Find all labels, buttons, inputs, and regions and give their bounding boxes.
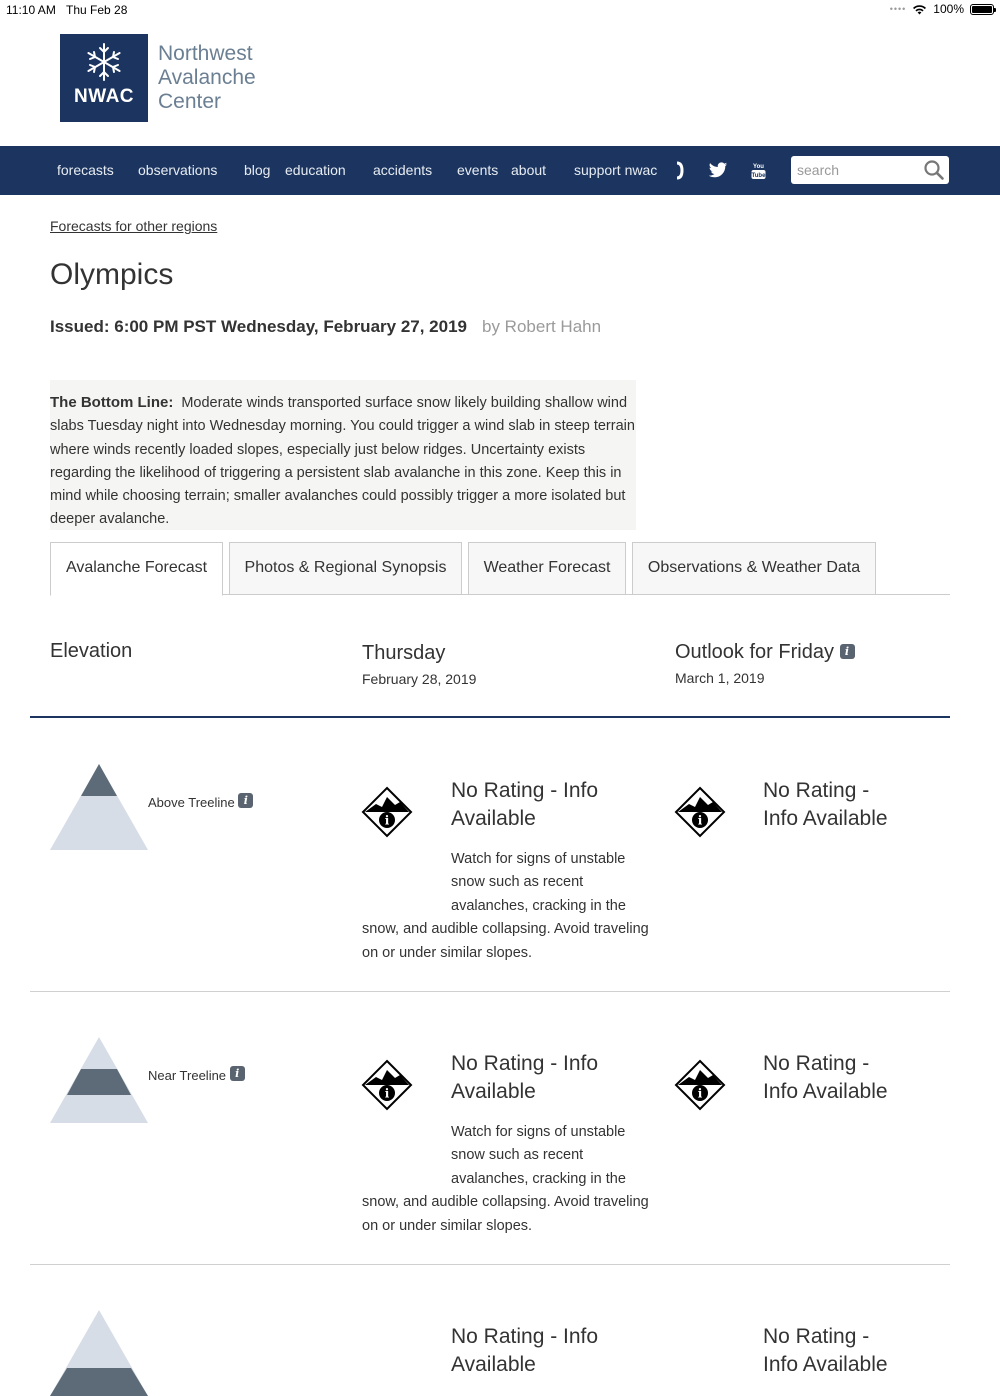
row-divider bbox=[30, 1264, 950, 1265]
battery-icon bbox=[970, 4, 994, 15]
snowflake-icon bbox=[82, 42, 126, 82]
today-rating: No Rating - Info Available bbox=[451, 779, 599, 830]
outlook-date: March 1, 2019 bbox=[675, 670, 765, 686]
nav-blog[interactable]: blog bbox=[244, 162, 271, 178]
logo-line: Avalanche bbox=[158, 66, 256, 89]
today-rating: No Rating - Info Available bbox=[451, 1325, 599, 1376]
tab-weather-forecast[interactable]: Weather Forecast bbox=[468, 542, 626, 595]
logo-abbr: NWAC bbox=[73, 86, 135, 107]
bottom-line-text: Moderate winds transported surface snow likely building shallow wind slabs Tuesday night into Wednesday morning. You could trigger a wind slab in steep terrain where winds recently loaded slopes, especially just below ridges. Uncertainty exists regarding the likelihood of triggering a persistent slab avalanche in this zone. Keep this in mind while choosing terrain; smaller avalanches could possibly trigger a more isolated but deeper avalanche. bbox=[50, 395, 635, 528]
elevation-label-text: Above Treeline bbox=[148, 795, 235, 810]
mountain-near-treeline-icon bbox=[50, 1037, 148, 1123]
signal-icon: •••• bbox=[889, 4, 907, 14]
outlook-rating: No Rating - Info Available bbox=[763, 1052, 888, 1103]
svg-text:i: i bbox=[384, 813, 390, 828]
search-box bbox=[791, 156, 949, 184]
svg-text:i: i bbox=[384, 1086, 390, 1101]
outlook-rating: No Rating - Info Available bbox=[763, 779, 888, 830]
search-input[interactable] bbox=[797, 160, 917, 180]
day-date: February 28, 2019 bbox=[362, 671, 477, 687]
elevation-header: Elevation bbox=[50, 640, 133, 662]
search-icon[interactable] bbox=[923, 159, 945, 181]
no-rating-danger-icon bbox=[675, 787, 725, 837]
elevation-label bbox=[148, 1066, 245, 1083]
outlook-rating: No Rating - Info Available bbox=[763, 1325, 888, 1376]
desc-text: Watch for signs of unstable snow such as recent avalanches, cracking in the snow, and audible collapsing. Avoid traveling on or under similar slopes. bbox=[362, 1124, 649, 1234]
info-icon[interactable]: i bbox=[230, 1066, 245, 1081]
no-rating-danger-icon bbox=[675, 1060, 725, 1110]
page-title: Olympics bbox=[50, 258, 174, 291]
status-right bbox=[890, 2, 994, 16]
forecast-tabs bbox=[50, 542, 950, 595]
battery-percent: 100% bbox=[933, 2, 964, 16]
desc-indent bbox=[362, 1121, 451, 1191]
twitter-icon[interactable] bbox=[708, 162, 728, 179]
nav-education[interactable]: education bbox=[285, 162, 346, 178]
nav-support-nwac[interactable]: support nwac bbox=[574, 162, 658, 178]
desc-text: Watch for signs of unstable snow such as recent avalanches, cracking in the snow, and audible collapsing. Avoid traveling on or under similar slopes. bbox=[362, 851, 649, 961]
nwac-logo[interactable] bbox=[60, 34, 148, 122]
svg-text:You: You bbox=[753, 164, 764, 170]
svg-text:i: i bbox=[697, 813, 703, 828]
outlook-header bbox=[675, 641, 855, 664]
tab-avalanche-forecast[interactable]: Avalanche Forecast bbox=[50, 542, 223, 596]
nav-forecasts[interactable]: forecasts bbox=[57, 162, 114, 178]
today-description-data bbox=[362, 848, 658, 965]
author: by Robert Hahn bbox=[482, 317, 602, 336]
wifi-icon bbox=[912, 4, 927, 15]
logo-line: Northwest bbox=[158, 42, 253, 65]
logo-line: Center bbox=[158, 90, 222, 113]
info-icon[interactable]: i bbox=[238, 793, 253, 808]
nav-about[interactable]: about bbox=[511, 162, 547, 178]
youtube-icon[interactable] bbox=[751, 162, 766, 180]
issued-time: Issued: 6:00 PM PST Wednesday, February 27, 2019 bbox=[50, 317, 467, 336]
desc-indent bbox=[362, 848, 451, 918]
other-regions-link[interactable]: Forecasts for other regions bbox=[50, 218, 218, 234]
row-divider bbox=[30, 991, 950, 992]
mountain-above-treeline-icon bbox=[50, 764, 148, 850]
tab-photos-regional-synopsis[interactable]: Photos & Regional Synopsis bbox=[229, 542, 462, 595]
status-bar bbox=[0, 0, 1000, 20]
info-icon[interactable]: i bbox=[840, 644, 855, 659]
nav-accidents[interactable]: accidents bbox=[373, 162, 433, 178]
header-divider bbox=[30, 716, 950, 718]
tab-observations-weather-data[interactable]: Observations & Weather Data bbox=[632, 542, 876, 595]
svg-text:Tube: Tube bbox=[751, 173, 766, 179]
logo-wordmark[interactable] bbox=[158, 42, 256, 114]
no-rating-danger-icon bbox=[362, 787, 412, 837]
status-date: Thu Feb 28 bbox=[66, 3, 128, 17]
today-description-data bbox=[362, 1121, 658, 1238]
elevation-label bbox=[148, 793, 253, 810]
instagram-icon[interactable] bbox=[676, 162, 684, 179]
day-header: Thursday bbox=[362, 642, 446, 664]
svg-text:i: i bbox=[697, 1086, 703, 1101]
mountain-below-treeline-icon bbox=[50, 1310, 148, 1396]
bottom-line-box bbox=[50, 380, 636, 530]
main-nav bbox=[0, 146, 1000, 195]
outlook-header-text: Outlook for Friday bbox=[675, 641, 834, 663]
no-rating-danger-icon bbox=[362, 1060, 412, 1110]
today-rating: No Rating - Info Available bbox=[451, 1052, 599, 1103]
status-time: 11:10 AM bbox=[6, 3, 56, 17]
nav-events[interactable]: events bbox=[457, 162, 499, 178]
elevation-label-text: Near Treeline bbox=[148, 1068, 227, 1083]
bottom-line-label: The Bottom Line: bbox=[50, 394, 174, 411]
nav-observations[interactable]: observations bbox=[138, 162, 218, 178]
